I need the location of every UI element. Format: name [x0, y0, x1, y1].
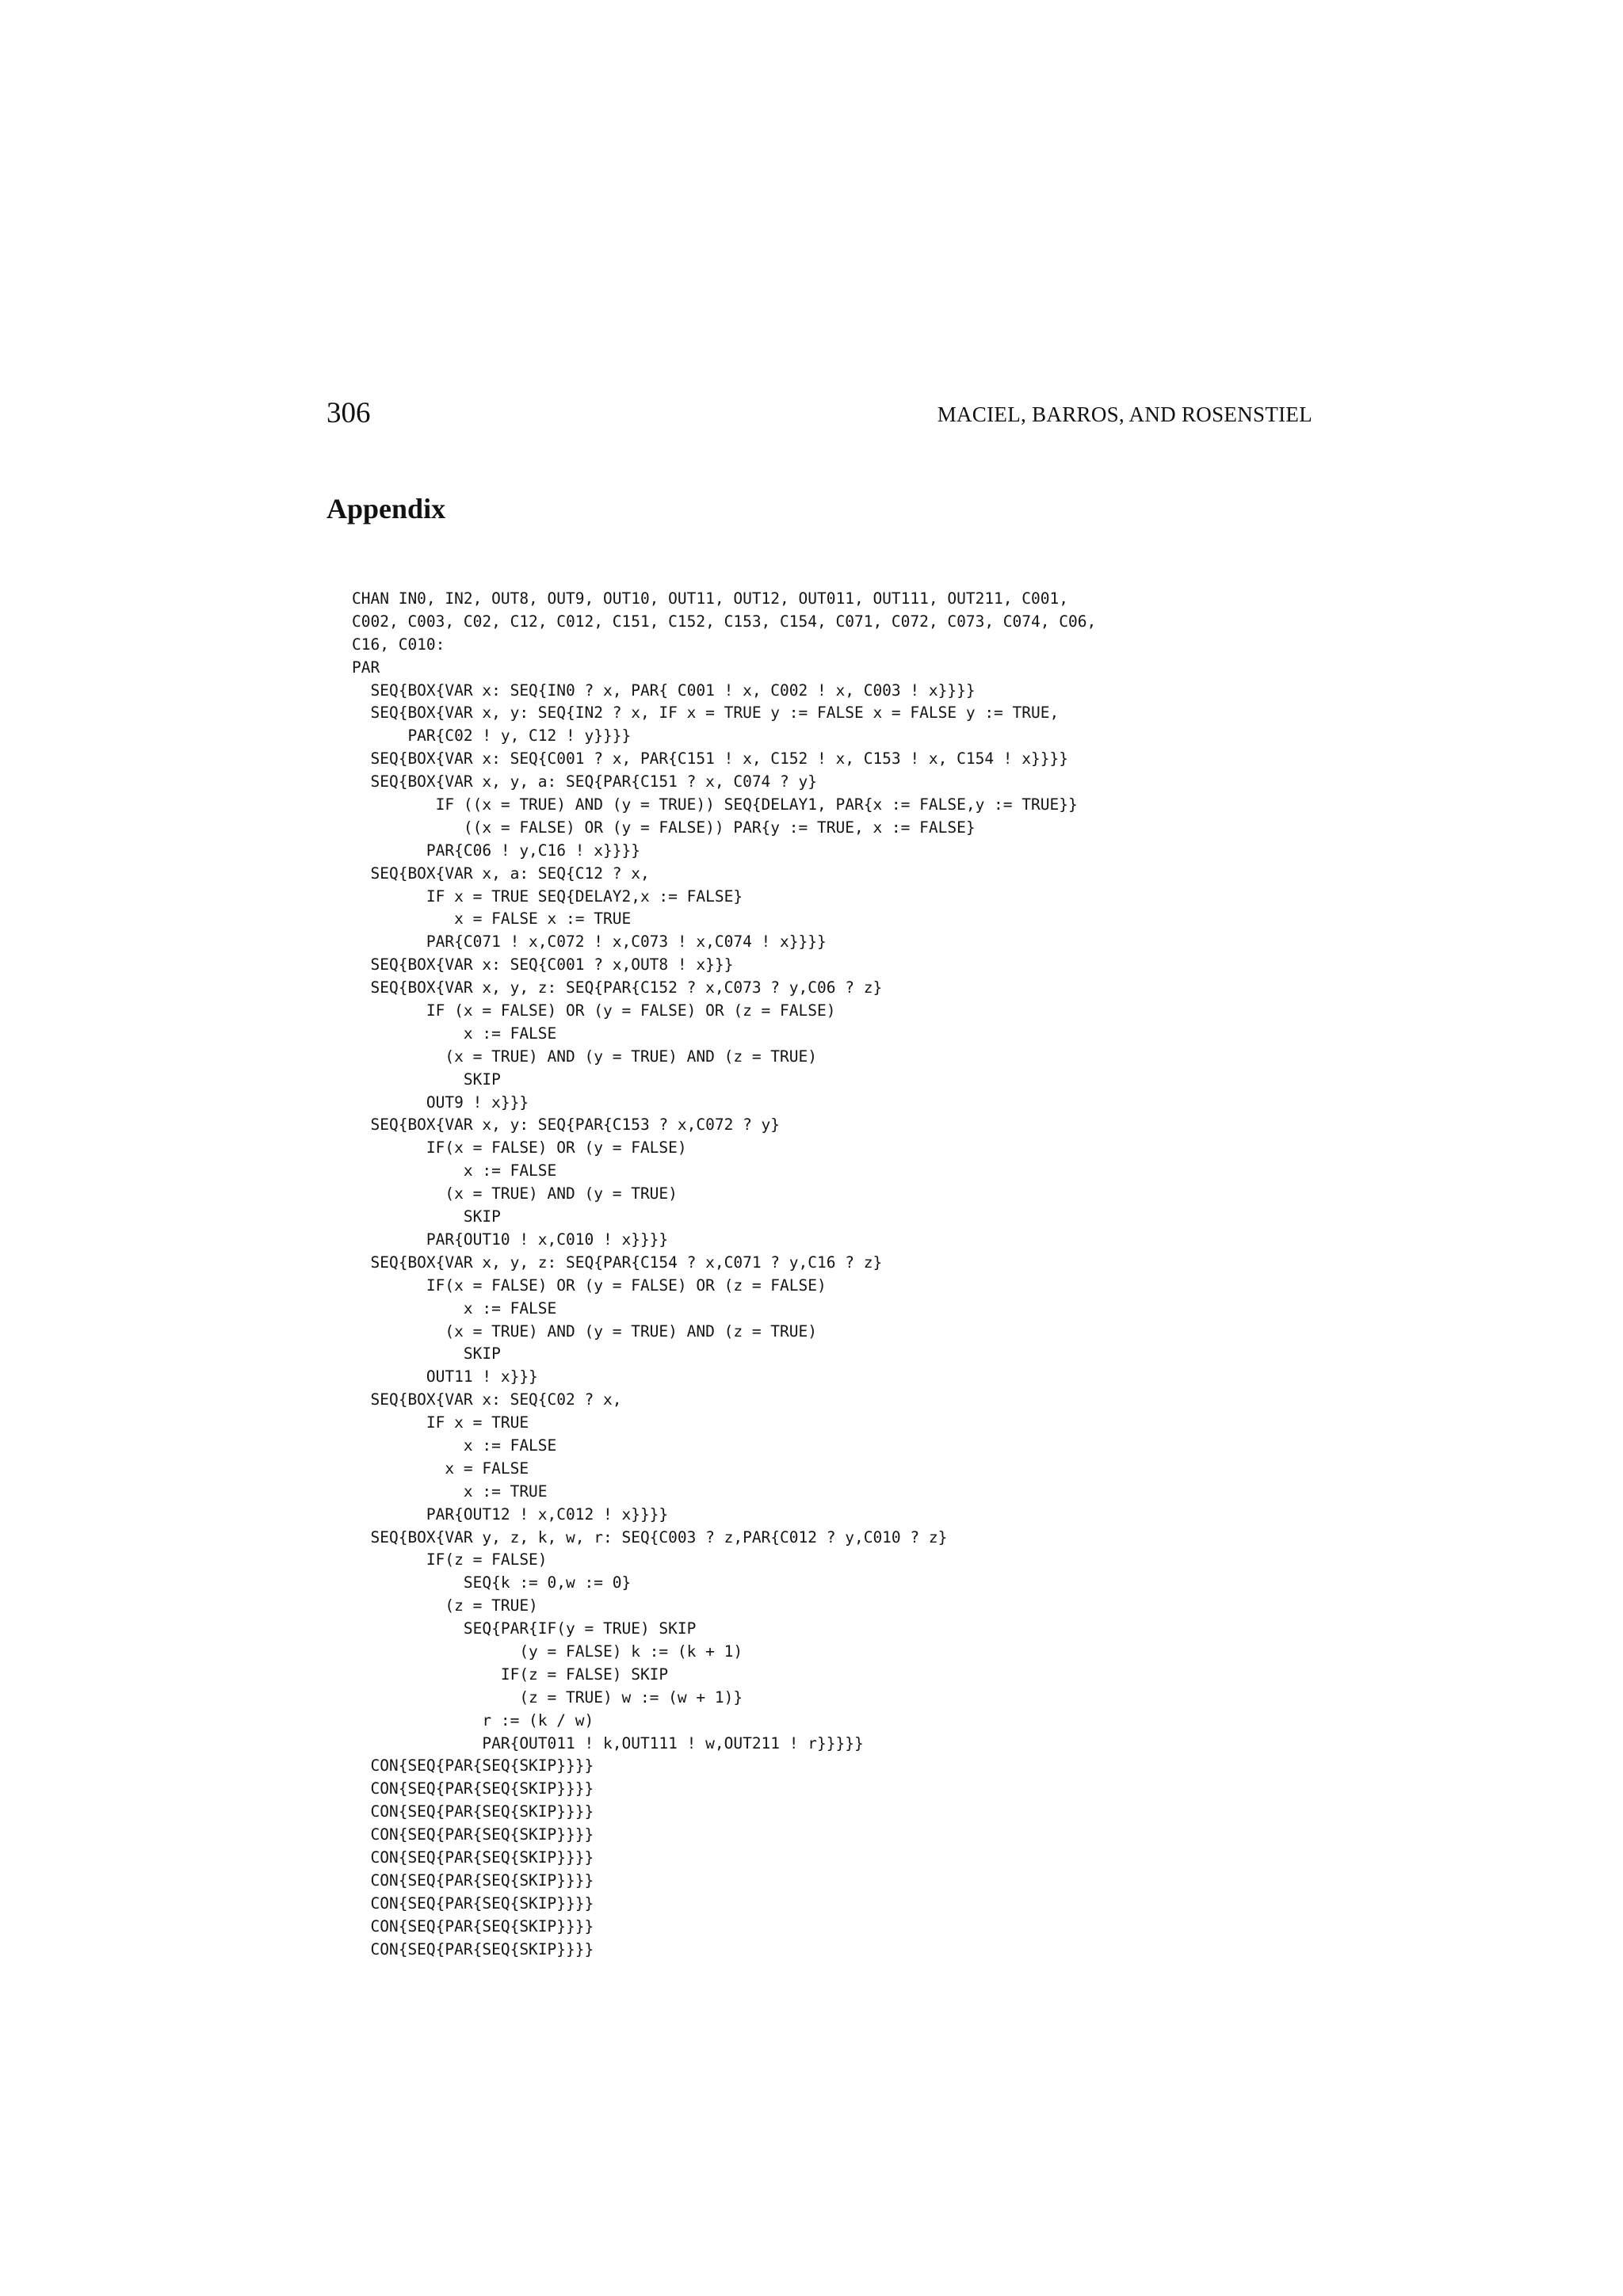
code-line: x := FALSE	[352, 1024, 557, 1043]
code-line: IF x = TRUE SEQ{DELAY2,x := FALSE}	[352, 887, 743, 906]
code-line: SEQ{BOX{VAR x, y: SEQ{PAR{C153 ? x,C072 ? y}	[352, 1116, 781, 1135]
code-line: SKIP	[352, 1070, 501, 1089]
code-line: ((x = FALSE) OR (y = FALSE)) PAR{y := TRUE, x := FALSE}	[352, 818, 976, 837]
code-line: (x = TRUE) AND (y = TRUE) AND (z = TRUE)	[352, 1322, 817, 1341]
code-line: OUT11 ! x}}}	[352, 1367, 538, 1386]
code-line: PAR{OUT12 ! x,C012 ! x}}}}	[352, 1505, 669, 1524]
code-line: CON{SEQ{PAR{SEQ{SKIP}}}}	[352, 1871, 594, 1890]
code-line: x = FALSE x := TRUE	[352, 910, 632, 929]
code-line: IF(x = FALSE) OR (y = FALSE)	[352, 1138, 687, 1158]
code-line: PAR{C071 ! x,C072 ! x,C073 ! x,C074 ! x}}}}	[352, 933, 827, 952]
code-line: SEQ{BOX{VAR x, y, z: SEQ{PAR{C154 ? x,C071 ? y,C16 ? z}	[352, 1253, 883, 1272]
code-line: CHAN IN0, IN2, OUT8, OUT9, OUT10, OUT11, OUT12, OUT011, OUT111, OUT211, C001,	[352, 589, 1068, 608]
code-line: SEQ{BOX{VAR x, y, a: SEQ{PAR{C151 ? x, C074 ? y}	[352, 772, 817, 791]
code-line: SEQ{PAR{IF(y = TRUE) SKIP	[352, 1619, 697, 1638]
code-line: IF(z = FALSE) SKIP	[352, 1665, 669, 1684]
code-line: CON{SEQ{PAR{SEQ{SKIP}}}}	[352, 1779, 594, 1798]
page-number: 306	[327, 397, 371, 429]
code-line: CON{SEQ{PAR{SEQ{SKIP}}}}	[352, 1848, 594, 1867]
code-line: PAR{OUT10 ! x,C010 ! x}}}}	[352, 1230, 669, 1249]
code-line: PAR{OUT011 ! k,OUT111 ! w,OUT211 ! r}}}}}	[352, 1733, 864, 1753]
code-line: IF (x = FALSE) OR (y = FALSE) OR (z = FALSE)	[352, 1001, 836, 1020]
code-line: (x = TRUE) AND (y = TRUE) AND (z = TRUE)	[352, 1047, 817, 1066]
code-line: SEQ{BOX{VAR x: SEQ{C001 ? x,OUT8 ! x}}}	[352, 955, 734, 974]
code-line: (x = TRUE) AND (y = TRUE)	[352, 1184, 678, 1203]
section-heading: Appendix	[327, 493, 446, 524]
code-line: IF(z = FALSE)	[352, 1550, 548, 1569]
code-line: IF ((x = TRUE) AND (y = TRUE)) SEQ{DELAY1, PAR{x := FALSE,y := TRUE}}	[352, 795, 1078, 814]
code-line: IF(x = FALSE) OR (y = FALSE) OR (z = FALSE)	[352, 1276, 827, 1295]
code-line: (z = TRUE)	[352, 1596, 538, 1615]
code-line: x := FALSE	[352, 1161, 557, 1180]
code-line: SEQ{BOX{VAR y, z, k, w, r: SEQ{C003 ? z,PAR{C012 ? y,C010 ? z}	[352, 1527, 948, 1547]
code-line: SEQ{BOX{VAR x, a: SEQ{C12 ? x,	[352, 864, 650, 883]
code-line: C16, C010:	[352, 635, 445, 654]
code-line: SEQ{BOX{VAR x: SEQ{C02 ? x,	[352, 1390, 622, 1409]
code-listing	[352, 588, 1382, 1961]
code-line: SEQ{BOX{VAR x: SEQ{IN0 ? x, PAR{ C001 ! x, C002 ! x, C003 ! x}}}}	[352, 681, 976, 700]
code-line: CON{SEQ{PAR{SEQ{SKIP}}}}	[352, 1825, 594, 1844]
code-line: CON{SEQ{PAR{SEQ{SKIP}}}}	[352, 1939, 594, 1958]
code-line: x = FALSE	[352, 1459, 529, 1478]
code-line: CON{SEQ{PAR{SEQ{SKIP}}}}	[352, 1917, 594, 1936]
code-line: PAR{C06 ! y,C16 ! x}}}}	[352, 841, 640, 860]
code-line: (z = TRUE) w := (w + 1)}	[352, 1688, 743, 1707]
code-line: r := (k / w)	[352, 1711, 594, 1730]
code-line: x := FALSE	[352, 1436, 557, 1455]
code-line: SKIP	[352, 1344, 501, 1363]
code-line: SEQ{k := 0,w := 0}	[352, 1573, 632, 1592]
code-line: IF x = TRUE	[352, 1413, 529, 1432]
code-line: CON{SEQ{PAR{SEQ{SKIP}}}}	[352, 1894, 594, 1913]
code-line: C002, C003, C02, C12, C012, C151, C152, C153, C154, C071, C072, C073, C074, C06,	[352, 612, 1097, 631]
code-line: PAR	[352, 658, 380, 677]
code-line: x := FALSE	[352, 1299, 557, 1318]
code-line: (y = FALSE) k := (k + 1)	[352, 1642, 743, 1661]
code-line: SEQ{BOX{VAR x, y, z: SEQ{PAR{C152 ? x,C073 ? y,C06 ? z}	[352, 978, 883, 997]
code-line: CON{SEQ{PAR{SEQ{SKIP}}}}	[352, 1756, 594, 1775]
code-line: x := TRUE	[352, 1482, 548, 1501]
code-line: SEQ{BOX{VAR x, y: SEQ{IN2 ? x, IF x = TRUE y := FALSE x = FALSE y := TRUE,	[352, 704, 1060, 723]
code-line: SEQ{BOX{VAR x: SEQ{C001 ? x, PAR{C151 ! x, C152 ! x, C153 ! x, C154 ! x}}}}	[352, 749, 1068, 769]
code-line: OUT9 ! x}}}	[352, 1093, 529, 1112]
code-line: SKIP	[352, 1207, 501, 1226]
code-line: CON{SEQ{PAR{SEQ{SKIP}}}}	[352, 1802, 594, 1821]
running-head: MACIEL, BARROS, AND ROSENSTIEL	[937, 402, 1312, 426]
code-line: PAR{C02 ! y, C12 ! y}}}}	[352, 727, 632, 746]
